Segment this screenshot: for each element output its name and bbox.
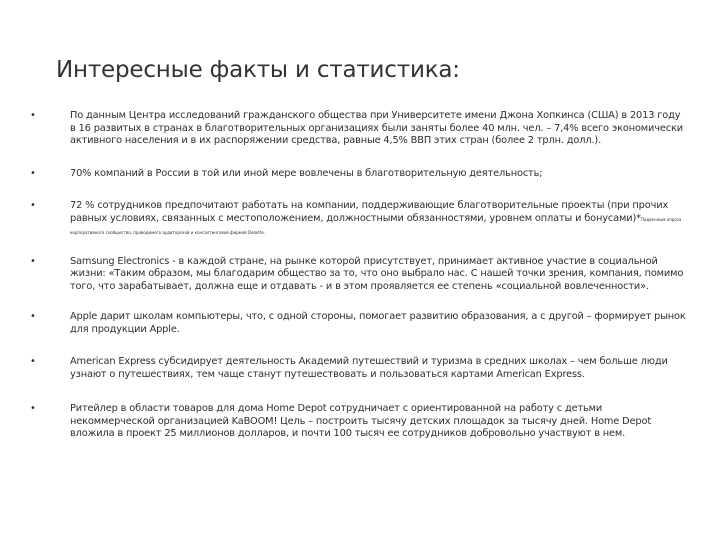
list-item-text: Samsung Electronics - в каждой стране, на рынке которой присутствует, принимает активное участие в социальной жизни: «Таким образом, мы благодарим общество за то, что оно выбрало нас. С нашей точки зрения, компания, помимо того, что зарабатывает, должна еще и отдавать - и в этом проявляется ее степень «социальной вовлеченности». xyxy=(70,255,684,292)
list-item xyxy=(26,168,686,181)
list-item xyxy=(26,200,686,240)
list-item-text: American Express субсидирует деятельность Академий путешествий и туризма в средних школах – чем больше люди узнают о путешествиях, тем чаще станут путешествовать и пользоваться картами American Express. xyxy=(70,356,668,380)
list-item xyxy=(26,356,686,381)
list-item xyxy=(26,403,686,441)
list-item xyxy=(26,256,686,294)
bullet-icon: • xyxy=(30,167,36,179)
list-item xyxy=(26,311,686,336)
list-item-text: Apple дарит школам компьютеры, что, с одной стороны, помогает развитию образования, а с другой – формирует рынок для продукции Apple. xyxy=(70,311,686,335)
slide-title: Интересные факты и статистика: xyxy=(56,57,460,83)
bullet-icon: • xyxy=(30,356,36,367)
list-item-text: 70% компаний в России в той или иной мере вовлечены в благотворительную деятельность; xyxy=(70,167,543,179)
bullet-icon: • xyxy=(30,255,36,267)
list-item xyxy=(26,110,686,148)
list-item-text: 72 % сотрудников предпочитают работать на компании, поддерживающие благотворительные проекты (при прочих равных условиях, связанных с местоположением, должностными обязанностями, уровнем оплаты и бонусами)* xyxy=(70,200,669,224)
bullet-icon: • xyxy=(30,311,36,322)
bullet-list xyxy=(26,110,686,441)
footnote-text: Подаенным опроса корпоративного сообщества, проводимого аудиторской и консалтинговой фирмой Deloitte. xyxy=(70,216,682,235)
bullet-icon: • xyxy=(30,403,36,414)
list-item-text-with-footnote xyxy=(70,200,686,240)
bullet-icon: • xyxy=(30,110,36,121)
list-item-text: Ритейлер в области товаров для дома Home Depot сотрудничает с ориентированной на работу с детьми некоммерческой организацией KaBOOM! Цель – построить тысячу детских площадок за тысячу дней. Home Depot вложила в проект 25 миллионов долларов, и почти 100 тысяч ее сотрудников добровольно участвуют в нем. xyxy=(70,403,652,439)
list-item-text: По данным Центра исследований гражданского общества при Университете имени Джона Хопкинса (США) в 2013 году в 16 развитых в странах в благотворительных организациях были заняты более 40 млн. чел. – 7,4% всего экономически активного населения и в их распоряжении средства, равные 4,5% ВВП этих стран (более 2 трлн. долл.). xyxy=(70,110,683,146)
bullet-icon: • xyxy=(30,200,36,211)
